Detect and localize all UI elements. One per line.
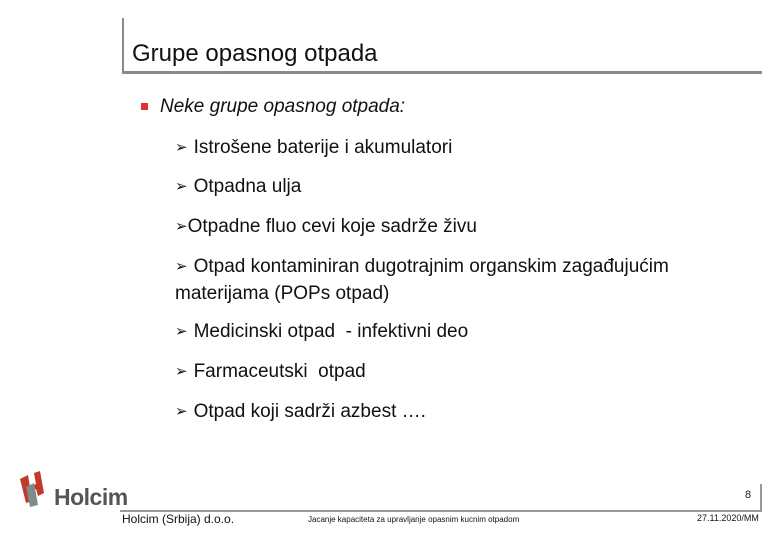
list-item <box>175 399 426 426</box>
arrow-bullet-icon: ➢ <box>175 403 188 420</box>
list-item <box>175 359 366 386</box>
arrow-bullet-icon: ➢ <box>175 218 188 235</box>
footer-company: Holcim (Srbija) d.o.o. <box>122 512 235 526</box>
footer-divider-vertical <box>760 484 762 512</box>
list-item-text: Farmaceutski otpad <box>193 361 366 382</box>
list-item <box>175 174 301 201</box>
arrow-bullet-icon: ➢ <box>175 139 188 156</box>
arrow-bullet-icon: ➢ <box>175 323 188 340</box>
page-number: 8 <box>745 489 752 501</box>
slide-title: Grupe opasnog otpada <box>132 40 378 67</box>
logo-text: Holcim <box>54 484 128 510</box>
main-bullet <box>141 96 405 118</box>
holcim-logo <box>14 467 128 513</box>
list-item <box>175 319 468 346</box>
list-item-text: Otpadne fluo cevi koje sadrže živu <box>187 216 477 237</box>
list-item-text: Istrošene baterije i akumulatori <box>193 137 453 158</box>
footer-center-text: Jacanje kapaciteta za upravljanje opasnim kucnim otpadom <box>308 515 520 524</box>
list-item <box>175 254 755 307</box>
list-item <box>175 135 452 162</box>
list-item <box>175 214 477 241</box>
title-divider-horizontal <box>122 71 762 74</box>
bullet-square-icon <box>141 103 148 110</box>
list-item-text: Medicinski otpad - infektivni deo <box>193 321 469 342</box>
list-item-text: Otpadna ulja <box>193 176 302 197</box>
list-item-text: Otpad kontaminiran dugotrajnim organskim zagađujućim materijama (POPs otpad) <box>175 256 669 304</box>
arrow-bullet-icon: ➢ <box>175 258 188 275</box>
arrow-bullet-icon: ➢ <box>175 363 188 380</box>
main-bullet-text: Neke grupe opasnog otpada: <box>160 96 406 117</box>
list-item-text: Otpad koji sadrži azbest …. <box>193 401 426 422</box>
holcim-h-logo-icon <box>14 467 50 507</box>
title-divider-vertical <box>122 18 124 74</box>
arrow-bullet-icon: ➢ <box>175 178 188 195</box>
title-frame <box>122 18 762 74</box>
footer-date: 27.11.2020/MM <box>697 513 759 523</box>
